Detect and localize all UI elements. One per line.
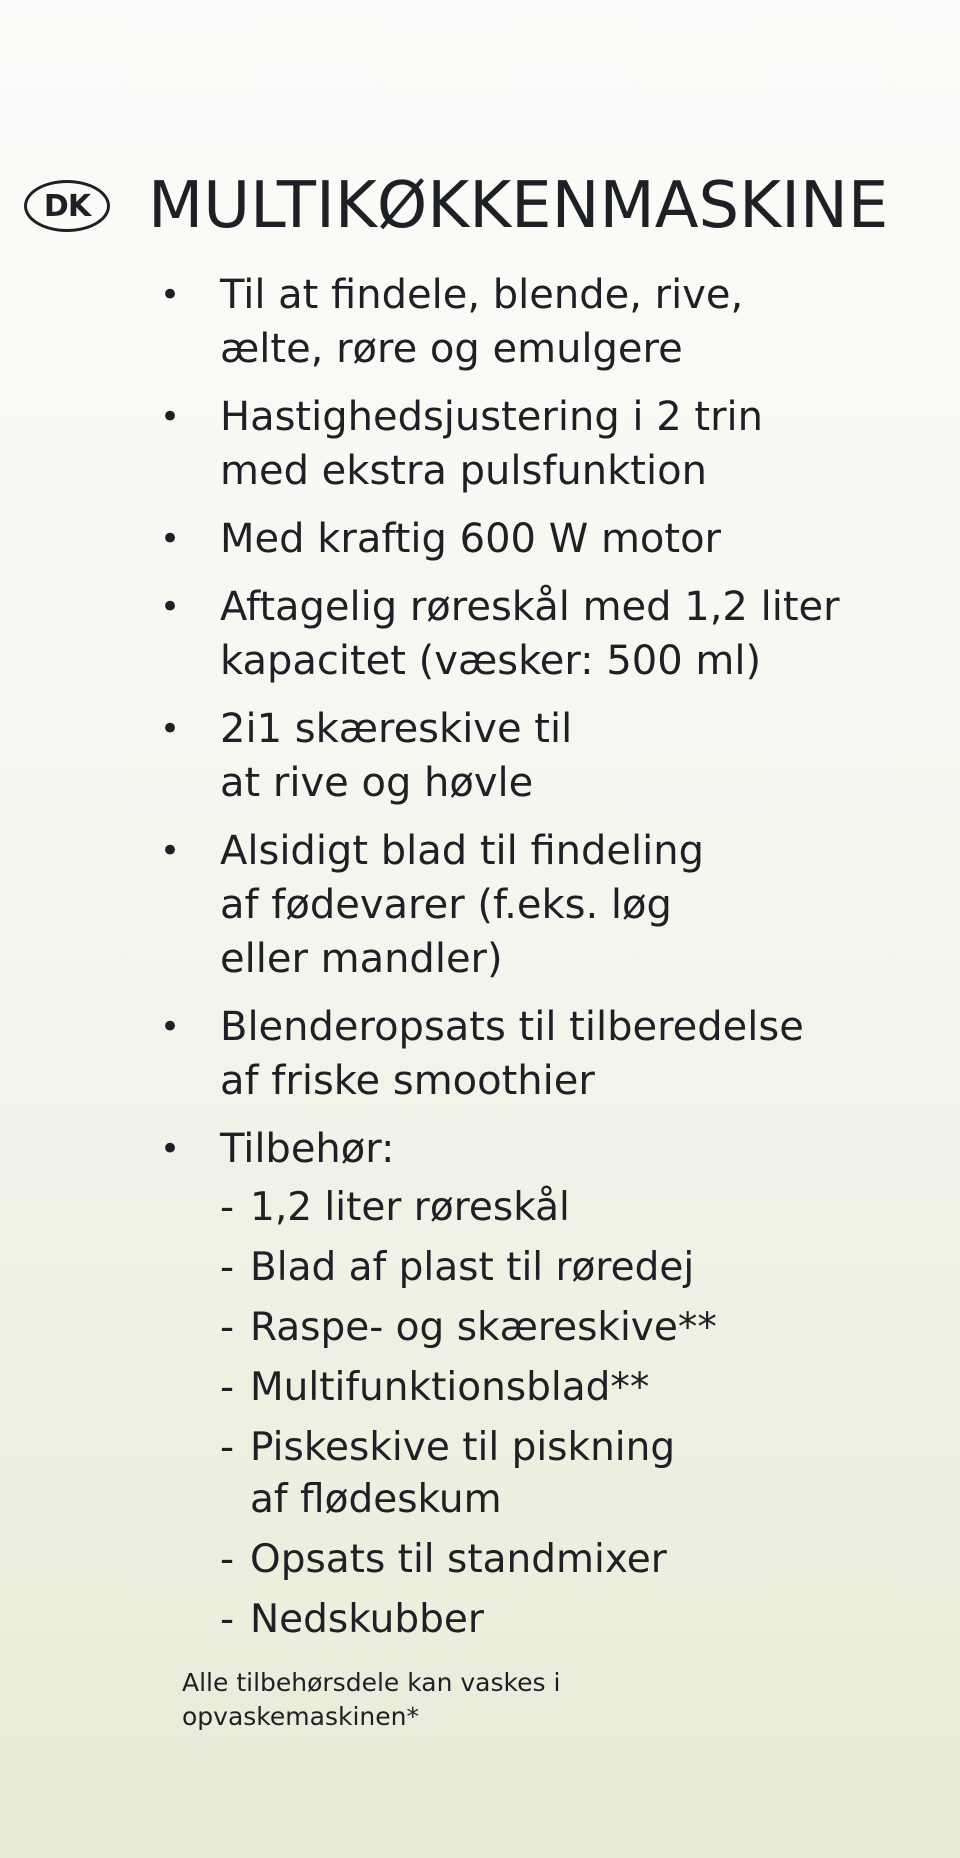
bullet-icon: • [160, 587, 181, 627]
accessory-line: Nedskubber [250, 1597, 484, 1642]
bullet-icon: • [160, 831, 181, 871]
bullet-icon: • [160, 1007, 181, 1047]
feature-item [160, 390, 940, 498]
feature-line: kapacitet (væsker: 500 ml) [220, 638, 762, 684]
accessory-line: Opsats til standmixer [250, 1537, 667, 1582]
feature-line: Alsidigt blad til findeling [220, 828, 704, 874]
country-badge: DK [24, 180, 110, 232]
feature-line: Aftagelig røreskål med 1,2 liter [220, 584, 840, 630]
bullet-icon: • [160, 519, 181, 559]
accessory-item [220, 1242, 940, 1294]
feature-list [160, 268, 940, 1660]
dash-icon: - [220, 1537, 235, 1582]
bullet-icon: • [160, 397, 181, 437]
feature-line: Til at findele, blende, rive, [220, 272, 744, 318]
feature-line: Tilbehør: [220, 1126, 395, 1172]
feature-item [160, 268, 940, 376]
footnote-line: opvaskemaskinen* [182, 1702, 419, 1731]
feature-line: af friske smoothier [220, 1058, 595, 1104]
accessory-item [220, 1534, 940, 1586]
feature-line: ælte, røre og emulgere [220, 326, 683, 372]
accessory-item [220, 1302, 940, 1354]
feature-line: Med kraftig 600 W motor [220, 516, 721, 562]
feature-item-accessories [160, 1122, 940, 1646]
accessory-list [220, 1182, 940, 1646]
feature-line: at rive og høvle [220, 760, 534, 806]
feature-line: Hastighedsjustering i 2 trin [220, 394, 764, 440]
feature-line: Blenderopsats til tilberedelse [220, 1004, 804, 1050]
dash-icon: - [220, 1425, 235, 1470]
accessory-item [220, 1594, 940, 1646]
dash-icon: - [220, 1185, 235, 1230]
accessory-line: 1,2 liter røreskål [250, 1185, 570, 1230]
footnote [182, 1666, 560, 1734]
feature-line: 2i1 skæreskive til [220, 706, 573, 752]
dash-icon: - [220, 1365, 235, 1410]
dash-icon: - [220, 1305, 235, 1350]
page-title: MULTIKØKKENMASKINE [148, 169, 889, 243]
accessory-item [220, 1362, 940, 1414]
feature-line: med ekstra pulsfunktion [220, 448, 707, 494]
header [24, 166, 888, 246]
accessory-item [220, 1422, 940, 1526]
bullet-icon: • [160, 709, 181, 749]
feature-line: eller mandler) [220, 936, 503, 982]
accessory-line: Piskeskive til piskning [250, 1425, 676, 1470]
feature-item [160, 702, 940, 810]
feature-item [160, 512, 940, 566]
footnote-line: Alle tilbehørsdele kan vaskes i [182, 1668, 561, 1697]
dash-icon: - [220, 1245, 235, 1290]
accessory-item [220, 1182, 940, 1234]
feature-line: af fødevarer (f.eks. løg [220, 882, 672, 928]
bullet-icon: • [160, 275, 181, 315]
bullet-icon: • [160, 1129, 181, 1169]
accessory-line: af flødeskum [250, 1477, 502, 1522]
accessory-line: Raspe- og skæreskive** [250, 1305, 717, 1350]
feature-item [160, 580, 940, 688]
feature-item [160, 824, 940, 986]
accessory-line: Blad af plast til røredej [250, 1245, 695, 1290]
dash-icon: - [220, 1597, 235, 1642]
feature-item [160, 1000, 940, 1108]
accessory-line: Multifunktionsblad** [250, 1365, 650, 1410]
